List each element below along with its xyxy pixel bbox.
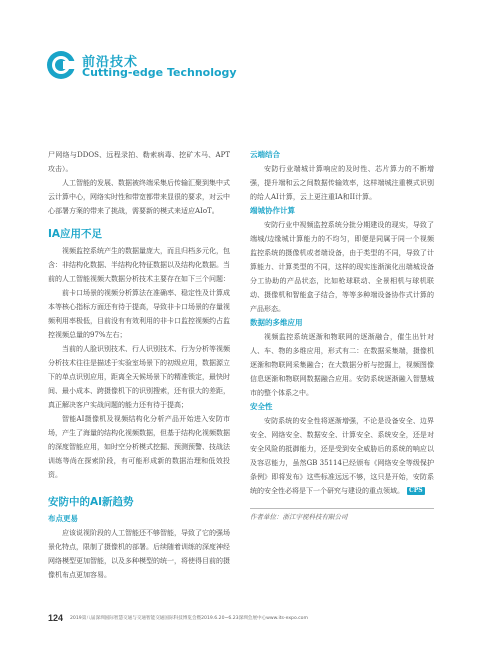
paragraph: 安防系统的安全性将逐渐增强，不论是设备安全、边界安全、网络安全、数据安全、计算安全、系统安全，还是对安全风险的抵御能力，还是受到安全威胁后的系统的响应以及容忍能力，虽然GB 35114已经颁布《网络安全等级保护条例》即将发布》这些标准远远不够，这只是开始，安防系统的安全性必将是下一个研究与建设的重点领域。 xyxy=(250,417,434,495)
end-mark-logo: CPS xyxy=(409,487,423,494)
footer-text: 2019第八届深圳国际智慧交通与交通智能交通国际科技博览会暨2019.6.20~6.23深圳会展中心www.its-expo.com xyxy=(70,616,308,621)
paragraph: 人工智能的发展、数据被终端采集后传输汇聚到集中式云计算中心，网络实时性和带宽都带来显很的要求，对云中心部署方案的带来了挑战，需要新的模式来适应AIoT。 xyxy=(48,179,230,215)
paragraph: 应该说视阶段的人工智能还不够智能，导致了它的强场景化特点，限制了摄像机的部署。后续随着训练的深度神经网络模型更加智能，以及多种模型的统一，将使得目前的摄像机布点更加容易。 xyxy=(48,529,230,579)
paragraph: 前卡口场景的视频分析算法在准确率、稳定性及计算成本等核心指标方面还有待于提高，导致非卡口场景的存量视频利用率极低，目前没有有效利用的非卡口监控视频约占监控视频总量的97%左右； xyxy=(48,289,230,339)
paragraph: 视频监控系统逐渐和物联网的逐渐融合，催生出针对人、车、物的多维应用，形式有二：在数据采集端，摄像机逐渐和物联网采集融合；在大数据分析与挖掘上，视频图像信息逐渐和物联网数据融合应用。安防系统逐渐融入智慧城市的整个体系之中。 xyxy=(250,333,434,397)
paragraph: 智能AI摄像机及视频结构化分析产品开始进入安防市场，产生了海量的结构化视频数据，但基于结构化视频数据的深度智能应用，如时空分析模式挖掘、预测预警、技战法训练等尚在探索阶段，有可能形成新的数据治理和低效投资。 xyxy=(48,415,230,479)
divider xyxy=(250,508,434,509)
paragraph-with-end-mark xyxy=(250,414,434,498)
section-heading: 安防中的AI新趋势 xyxy=(48,496,134,508)
subsection-heading: 安全性 xyxy=(250,402,273,411)
subsection-heading: 布点更易 xyxy=(48,514,78,523)
subsection-heading: 云端结合 xyxy=(250,150,280,159)
page-number: 124 xyxy=(48,613,64,623)
subsection-heading: 数据的多维应用 xyxy=(250,318,303,327)
right-column xyxy=(250,148,434,523)
paragraph: 视频监控系统产生的数据量庞大，而且归档多元化，包含：非结构化数据、半结构化特征数据以及结构化数据。当前的人工智能视频大数据分析技术主要存在如下三个问题： xyxy=(48,247,230,283)
section-title-en: Cutting-edge Technology xyxy=(82,66,237,79)
subsection-heading: 端城协作计算 xyxy=(250,206,295,215)
paragraph: 安防行业端城计算响应的及时性、芯片算力的不断增强，提升端和云之间数据传输效率，这样端城注重模式识别的给人AI计算，云上更注重IA和II计算。 xyxy=(250,165,434,201)
left-column xyxy=(48,148,230,582)
author-credit: 作者单位：浙江宇视科技有限公司 xyxy=(250,513,348,521)
paragraph: 尸网络与DDOS、远程录拍、勒索病毒、挖矿木马、APT攻击）。 xyxy=(48,151,230,173)
page-footer xyxy=(48,613,448,625)
section-heading: IA应用不足 xyxy=(48,228,103,240)
paragraph: 当前的人脸识别技术、行人识别技术、行为分析等视频分析技术往往是描述于实验室场景下的初级应用，数据源立下的单点识别应用，距离全天候场景下的精准锁定，最快时间、最小成本、跨摄像机下的识别搜索，还有很大的差距，真正解决客户实战问题的能力还有待于提高； xyxy=(48,345,230,409)
paragraph: 安防行业中视频监控系统分批分期建设的现实，导致了端城/边缘城计算能力的不均匀，即便是同属于同一个视频监控系统的摄像机或者端设备，由于类型的不同，导致了计算能力、计算类型的不同，这样的现实连渐演化出端城设备分工协助的产品状态，比如枪球联动、全景相机与球机联动、摄像机和智能盒子结合，等等多种端设备协作式计算的产品形态。 xyxy=(250,221,434,313)
section-logo-icon xyxy=(46,50,76,80)
section-title-cn: 前沿技术 xyxy=(82,55,139,70)
